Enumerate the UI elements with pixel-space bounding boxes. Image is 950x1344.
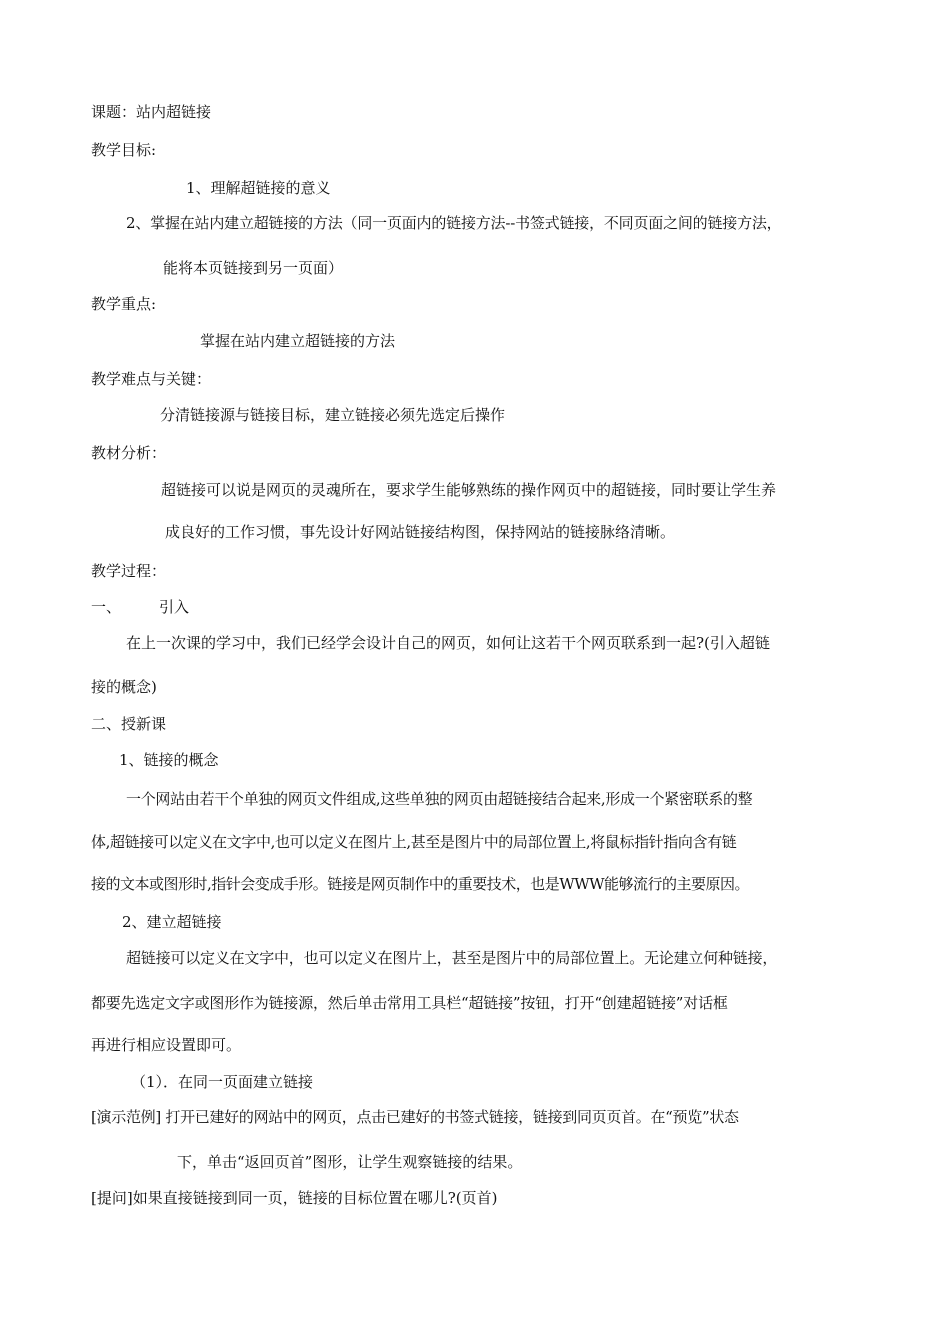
analysis-heading: 教材分析： (91, 444, 167, 462)
analysis-line-1: 超链接可以说是网页的灵魂所在，要求学生能够熟练的操作网页中的超链接，同时要让学生养 (161, 481, 777, 499)
question-line: [提问]如果直接链接到同一页，链接的目标位置在哪儿?(页首) (91, 1189, 498, 1207)
concept-line-2: 体,超链接可以定义在文字中,也可以定义在图片上,甚至是图片中的局部位置上,将鼠标指针指向含有链 (91, 833, 737, 851)
intro-line-1: 在上一次课的学习中，我们已经学会设计自己的网页，如何让这若干个网页联系到一起?(引入超链 (126, 634, 770, 652)
create-line-3: 再进行相应设置即可。 (91, 1036, 242, 1054)
intro-title: 引入 (159, 598, 190, 616)
new-lesson-heading: 二、授新课 (91, 715, 167, 733)
samepage-heading: （1）．在同一页面建立链接 (131, 1073, 314, 1091)
create-line-1: 超链接可以定义在文字中，也可以定义在图片上，甚至是图片中的局部位置上。无论建立何种链接， (126, 949, 778, 967)
demo-line-1: [演示范例] 打开已建好的网站中的网页，点击已建好的书签式链接，链接到同页页首。在“预览”状态 (91, 1108, 739, 1126)
create-heading: 2、建立超链接 (122, 913, 222, 931)
keypoint-text: 掌握在站内建立超链接的方法 (200, 332, 396, 350)
difficulty-text: 分清链接源与链接目标，建立链接必须先选定后操作 (160, 406, 506, 424)
intro-line-2: 接的概念) (91, 678, 157, 696)
analysis-line-2: 成良好的工作习惯，事先设计好网站链接结构图，保持网站的链接脉络清晰。 (165, 523, 676, 541)
keypoint-heading: 教学重点: (91, 295, 157, 313)
concept-line-3: 接的文本或图形时,指针会变成手形。链接是网页制作中的重要技术，也是WWW能够流行的主要原因。 (91, 875, 750, 893)
demo-line-2: 下，单击“返回页首”图形，让学生观察链接的结果。 (177, 1153, 523, 1171)
goal-item-2-line-1: 2、掌握在站内建立超链接的方法（同一页面内的链接方法--书签式链接，不同页面之间的链接方法， (126, 214, 782, 232)
concept-heading: 1、链接的概念 (119, 751, 219, 769)
process-heading: 教学过程： (91, 562, 167, 580)
create-line-2: 都要先选定文字或图形作为链接源，然后单击常用工具栏“超链接”按钮，打开“创建超链接”对话框 (91, 994, 728, 1012)
goal-item-1: 1、理解超链接的意义 (186, 179, 331, 197)
intro-number: 一、 (91, 598, 122, 616)
difficulty-heading: 教学难点与关键： (91, 370, 212, 388)
goals-heading: 教学目标: (91, 141, 157, 159)
concept-line-1: 一个网站由若干个单独的网页文件组成,这些单独的网页由超链接结合起来,形成一个紧密联系的整 (126, 790, 753, 808)
goal-item-2-line-2: 能将本页链接到另一页面） (163, 259, 344, 277)
lesson-title: 课题：站内超链接 (91, 103, 212, 121)
